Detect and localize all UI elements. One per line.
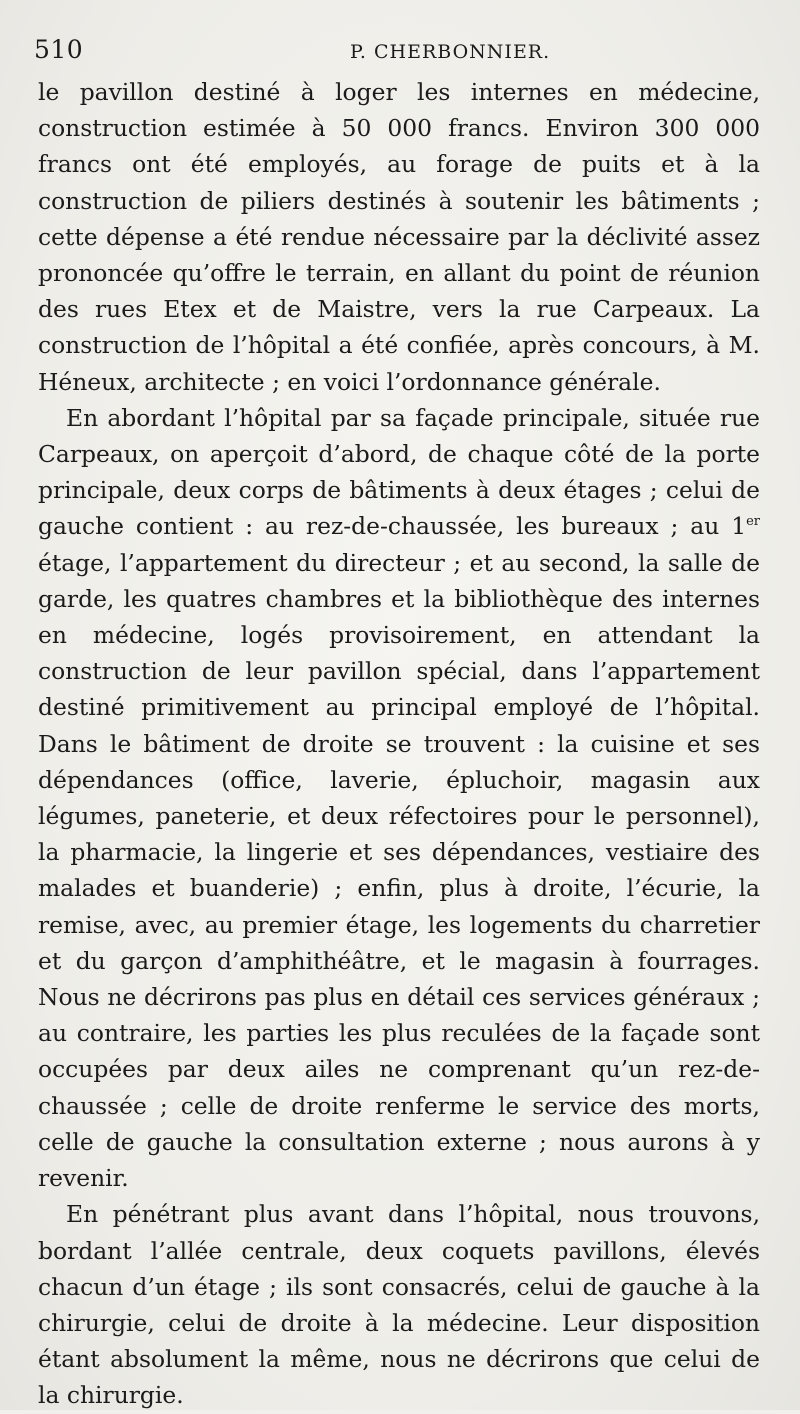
paragraph-2 — [38, 400, 760, 1196]
paragraph-2-part-1: En abordant l’hôpital par sa façade principale, située rue Carpeaux, on aperçoit d’abord, de chaque côté de la porte principale, deux corps de bâtiments à deux étages ; celui de gauche contient : au rez-de-chaussée, les bureaux ; au 1 — [38, 403, 760, 541]
paragraph-1: le pavillon destiné à loger les internes en médecine, construction estimée à 50 000 francs. Environ 300 000 francs ont été employés, au forage de puits et à la construction de piliers destinés à soutenir les bâtiments ; cette dépense a été rendue nécessaire par la déclivité assez prononcée qu’offre le terrain, en allant du point de réunion des rues Etex et de Maistre, vers la rue Carpeaux. La construction de l’hôpital a été confiée, après concours, à M. Héneux, architecte ; en voici l’ordonnance générale. — [38, 78, 760, 396]
paragraph-3: En pénétrant plus avant dans l’hôpital, nous trouvons, bordant l’allée centrale, deux coquets pavillons, élevés chacun d’un étage ; ils sont consacrés, celui de gauche à la chirurgie, celui de droite à la médecine. Leur disposition étant absolument la même, nous ne décrirons que celui de la chirurgie. — [38, 1200, 760, 1410]
body-text — [38, 74, 760, 1414]
running-head: P. CHERBONNIER. — [350, 41, 551, 63]
paragraph-2-part-2: étage, l’appartement du directeur ; et au second, la salle de garde, les quatres chambres et la bibliothèque des internes en médecine, logés provisoirement, en attendant la construction de leur pavillon spécial, dans l’appartement destiné primitivement au principal employé de l’hôpital. Dans le bâtiment de droite se trouvent : la cuisine et ses dépendances (office, laverie, épluchoir, magasin aux légumes, paneterie, et deux réfectoires pour le personnel), la pharmacie, la lingerie et ses dépendances, vestiaire des malades et buanderie) ; enfin, plus à droite, l’écurie, la remise, avec, au premier étage, les logements du charretier et du garçon d’amphithéâtre, et le magasin à fourrages. Nous ne décrirons pas plus en détail ces services généraux ; au contraire, les parties les plus reculées de la façade sont occupées par deux ailes ne comprenant qu’un rez-de-chaussée ; celle de droite renferme le service des morts, celle de gauche la consultation externe ; nous aurons à y revenir. — [38, 548, 760, 1193]
page-number: 510 — [34, 35, 84, 64]
ordinal-superscript: er — [746, 514, 760, 530]
page-header — [34, 30, 764, 70]
